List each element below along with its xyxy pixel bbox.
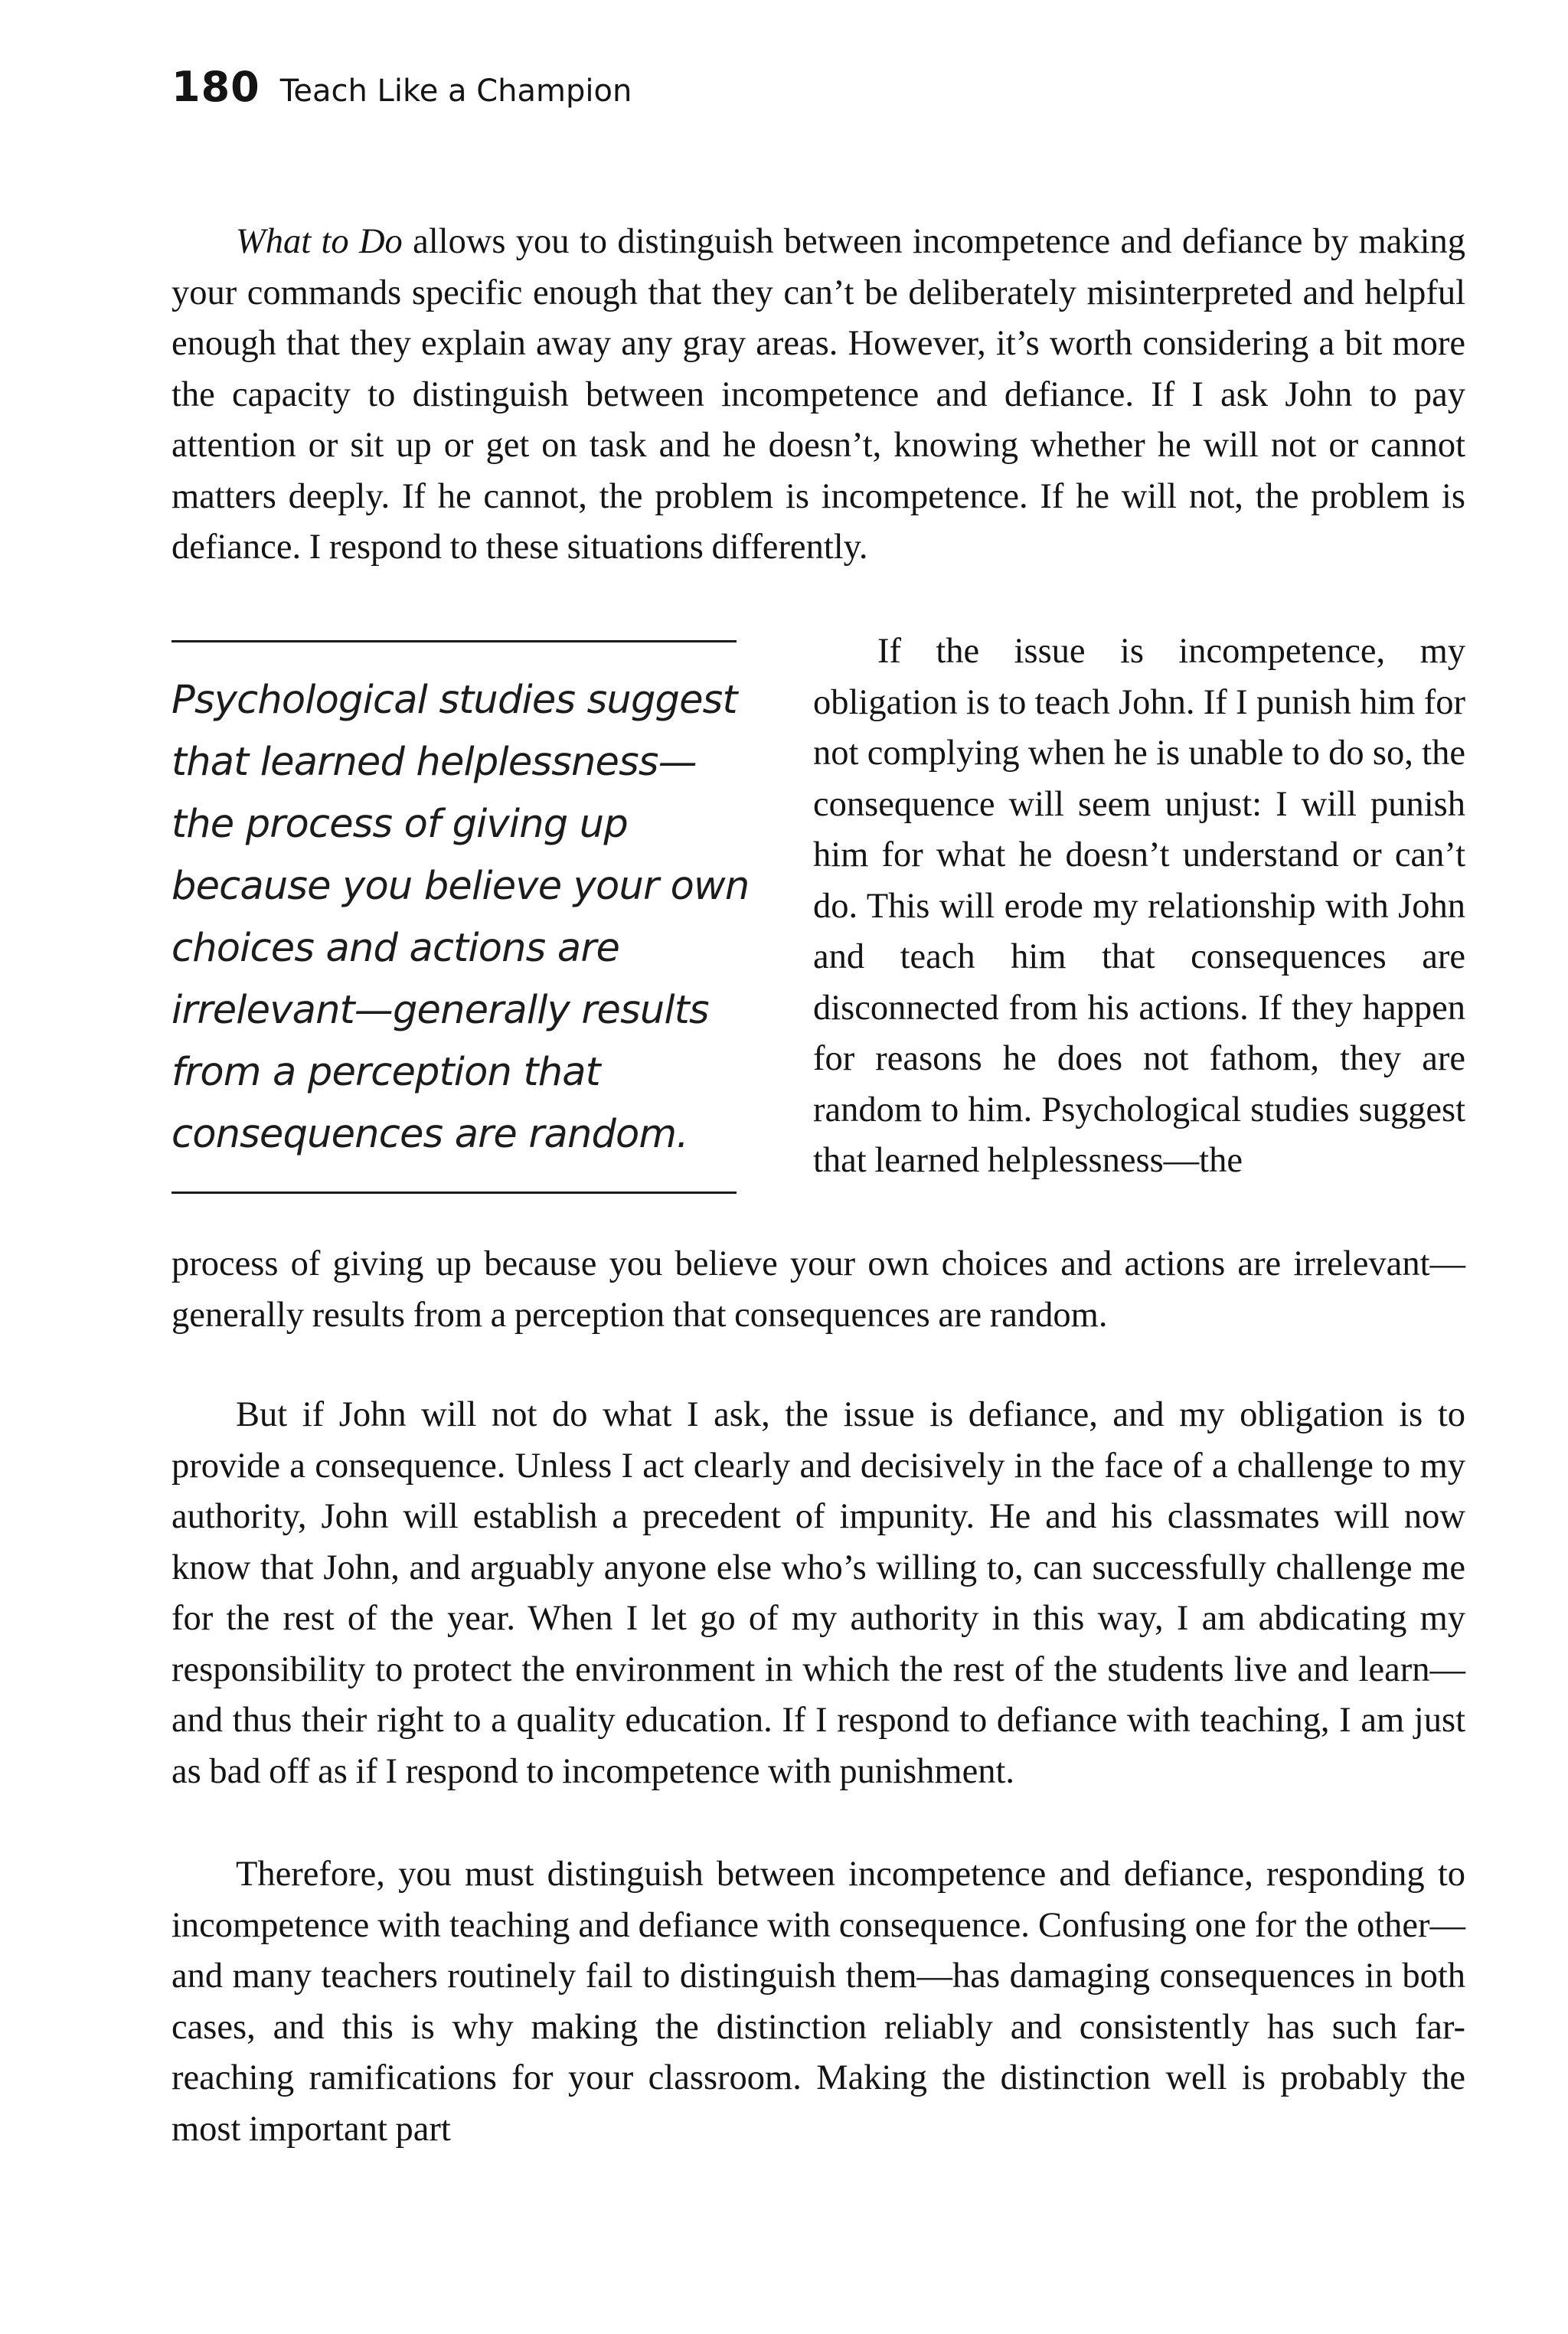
paragraph-3: But if John will not do what I ask, the issue is defiance, and my obligation is to provide a consequence. Unless I act clearly and decisively in the face of a challenge to my authority, John will establish a precedent of impunity. He and his classmates will now know that John, and arguably anyone else who’s willing to, can successfully challenge me for the rest of the year. When I let go of my authority in this way, I am abdicating my responsibility to protect the environment in which the rest of the students live and learn—and thus their right to a quality education. If I respond to defiance with teaching, I am just as bad off as if I respond to incompetence with punishment. [172,1395,1465,1791]
running-header [172,63,632,111]
paragraph-2-column: If the issue is incompetence, my obligation is to teach John. If I punish him for not complying when he is unable to do so, the consequence will seem unjust: I will punish him for what he doesn’t understand or can’t do. This will erode my relationship with John and teach him that consequences are disconnected from his actions. If they happen for reasons he does not fathom, they are random to him. Psychological studies suggest that learned helplessness—the [813,632,1465,1180]
pull-quote: Psychological studies suggest that learned helplessness— the process of giving up because you believe your own choices and actions are irrelevant—generally results from a perception that consequences are random. [172,678,750,1157]
paragraph-1 [172,217,1465,574]
paragraph-4: Therefore, you must distinguish between incompetence and defiance, responding to incompetence with teaching and defiance with consequence. Confusing one for the other—and many teachers routinely fail to distinguish them—has damaging consequences in both cases, and this is why making the distinction reliably and consistently has such far-reaching ramifications for your classroom. Making the distinction well is probably the most important part [172,1855,1465,2149]
pull-quote-top-rule [172,640,737,642]
paragraph-2-continued: process of giving up because you believe your own choices and actions are irrelevant—generally results from a perception that consequences are random. [172,1244,1465,1335]
paragraph-1-text: allows you to distinguish between incompetence and defiance by making your commands specific enough that they can’t be deliberately misinterpreted and helpful enough that they explain away any gray areas. However, it’s worth considering a bit more the capacity to distinguish between incompetence and defiance. If I ask John to pay attention or sit up or get on task and he doesn’t, knowing whether he will not or cannot matters deeply. If he cannot, the problem is incompetence. If he will not, the problem is defiance. I respond to these situations differently. [172,222,1466,567]
pull-quote-bottom-rule [172,1192,737,1194]
paragraph-1-lead-italic: What to Do [236,222,403,261]
page-number: 180 [172,63,260,111]
book-title: Teach Like a Champion [279,74,632,109]
